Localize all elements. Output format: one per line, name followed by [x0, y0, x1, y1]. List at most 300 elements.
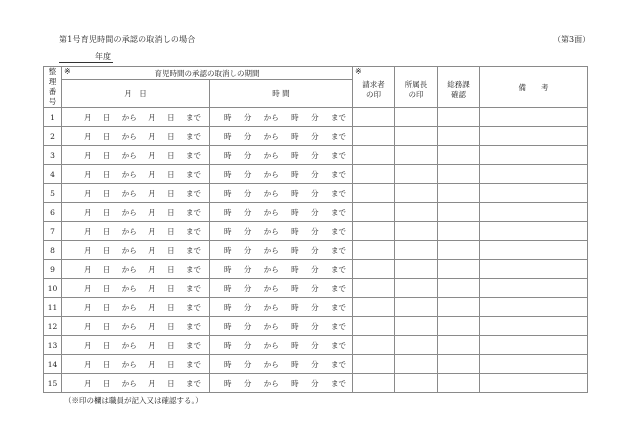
- manager-seal-cell[interactable]: [395, 279, 438, 298]
- time-unit-label: まで: [330, 283, 346, 293]
- date-unit-label: 日: [102, 359, 111, 369]
- date-unit-label: から: [121, 302, 137, 312]
- date-unit-label: から: [121, 245, 137, 255]
- time-unit-label: 分: [243, 112, 252, 122]
- header-date: [62, 80, 210, 108]
- time-unit-label: 時: [291, 321, 299, 331]
- remarks-cell[interactable]: [480, 127, 588, 146]
- date-unit-label: から: [121, 321, 137, 331]
- date-range-cell[interactable]: [62, 279, 210, 298]
- date-unit-label: 日: [167, 226, 175, 236]
- time-unit-label: から: [263, 131, 279, 141]
- time-unit-label: 分: [243, 283, 252, 293]
- time-unit-label: 時: [291, 378, 299, 388]
- remarks-cell[interactable]: [480, 317, 588, 336]
- date-unit-label: 月: [84, 264, 92, 274]
- time-unit-label: から: [263, 340, 279, 350]
- date-unit-label: 日: [102, 150, 111, 160]
- header-general-affairs: [438, 67, 480, 108]
- manager-seal-cell[interactable]: [395, 260, 438, 279]
- manager-seal-cell[interactable]: [395, 241, 438, 260]
- date-range-cell[interactable]: [62, 317, 210, 336]
- date-unit-label: 月: [84, 131, 92, 141]
- time-unit-label: 分: [243, 131, 252, 141]
- header-manager-line2: の印: [408, 90, 424, 99]
- table-row: [44, 241, 588, 260]
- time-unit-label: 時: [291, 226, 299, 236]
- time-unit-label: から: [263, 169, 279, 179]
- remarks-cell[interactable]: [480, 184, 588, 203]
- date-unit-label: 日: [167, 112, 175, 122]
- date-unit-label: 月: [148, 378, 156, 388]
- time-unit-label: 時: [224, 131, 232, 141]
- date-unit-label: 月: [84, 188, 92, 198]
- date-unit-label: から: [121, 207, 137, 217]
- remarks-cell[interactable]: [480, 260, 588, 279]
- manager-seal-cell[interactable]: [395, 108, 438, 127]
- date-unit-label: まで: [185, 283, 201, 293]
- time-unit-label: 時: [291, 150, 299, 160]
- table-row: [44, 298, 588, 317]
- date-unit-label: から: [121, 226, 137, 236]
- row-number: 9: [44, 260, 62, 279]
- date-unit-label: 日: [102, 169, 111, 179]
- time-unit-label: 時: [291, 188, 299, 198]
- time-unit-label: 時: [224, 321, 232, 331]
- date-unit-label: 月: [148, 359, 156, 369]
- date-unit-label: 月: [84, 150, 92, 160]
- time-unit-label: まで: [330, 264, 346, 274]
- date-unit-label: から: [121, 150, 137, 160]
- time-unit-label: 時: [224, 359, 232, 369]
- remarks-cell[interactable]: [480, 298, 588, 317]
- time-unit-label: 分: [243, 150, 252, 160]
- time-unit-label: 分: [243, 207, 252, 217]
- time-unit-label: 分: [311, 302, 319, 312]
- general-affairs-cell[interactable]: [438, 146, 480, 165]
- time-unit-label: 分: [243, 264, 252, 274]
- time-range-cell[interactable]: [210, 222, 353, 241]
- time-unit-label: から: [263, 150, 279, 160]
- date-unit-label: まで: [185, 188, 201, 198]
- time-unit-label: 分: [243, 321, 252, 331]
- time-unit-label: 分: [311, 131, 319, 141]
- date-unit-label: 日: [167, 340, 175, 350]
- general-affairs-cell[interactable]: [438, 279, 480, 298]
- kome-mark: ※: [64, 67, 71, 76]
- date-unit-label: まで: [185, 207, 201, 217]
- table-row: [44, 260, 588, 279]
- time-unit-label: 時: [224, 283, 232, 293]
- requester-seal-cell[interactable]: [353, 203, 395, 222]
- time-unit-label: から: [263, 378, 279, 388]
- time-unit-label: まで: [330, 131, 346, 141]
- date-unit-label: 日: [167, 359, 175, 369]
- table-row: [44, 165, 588, 184]
- date-unit-label: 日: [102, 245, 111, 255]
- general-affairs-cell[interactable]: [438, 222, 480, 241]
- time-unit-label: 時: [224, 226, 232, 236]
- requester-seal-cell[interactable]: [353, 241, 395, 260]
- general-affairs-cell[interactable]: [438, 165, 480, 184]
- time-unit-label: 時: [291, 112, 299, 122]
- requester-seal-cell[interactable]: [353, 336, 395, 355]
- date-unit-label: 日: [102, 188, 111, 198]
- date-unit-label: 月: [84, 207, 92, 217]
- table-row: [44, 279, 588, 298]
- time-unit-label: 時: [224, 112, 232, 122]
- time-range-cell[interactable]: [210, 317, 353, 336]
- date-unit-label: 月: [148, 150, 156, 160]
- general-affairs-cell[interactable]: [438, 127, 480, 146]
- date-unit-label: 日: [167, 188, 175, 198]
- row-number: 14: [44, 355, 62, 374]
- time-unit-label: 分: [311, 359, 319, 369]
- date-unit-label: 日: [102, 378, 111, 388]
- table-row: [44, 355, 588, 374]
- date-unit-label: 日: [167, 207, 175, 217]
- date-unit-label: まで: [185, 378, 201, 388]
- time-range-cell[interactable]: [210, 203, 353, 222]
- date-unit-label: 月: [84, 245, 92, 255]
- time-unit-label: から: [263, 264, 279, 274]
- general-affairs-cell[interactable]: [438, 241, 480, 260]
- time-unit-label: 時: [224, 264, 232, 274]
- manager-seal-cell[interactable]: [395, 355, 438, 374]
- date-unit-label: まで: [185, 150, 201, 160]
- date-unit-label: から: [121, 188, 137, 198]
- time-unit-label: まで: [330, 150, 346, 160]
- time-unit-label: 分: [243, 169, 252, 179]
- remarks-cell[interactable]: [480, 165, 588, 184]
- date-unit-label: から: [121, 340, 137, 350]
- time-unit-label: まで: [330, 378, 346, 388]
- date-unit-label: まで: [185, 131, 201, 141]
- time-unit-label: 時: [224, 188, 232, 198]
- time-unit-label: 時: [224, 245, 232, 255]
- date-unit-label: 月: [148, 283, 156, 293]
- time-unit-label: 時: [224, 150, 232, 160]
- date-unit-label: 月: [148, 131, 156, 141]
- time-unit-label: 分: [311, 245, 319, 255]
- header-manager-line1: 所属長: [404, 80, 428, 89]
- time-unit-label: 分: [311, 264, 319, 274]
- time-unit-label: 分: [243, 188, 252, 198]
- time-unit-label: 分: [311, 150, 319, 160]
- row-number: 8: [44, 241, 62, 260]
- date-range-cell[interactable]: [62, 203, 210, 222]
- header-requester-seal: [353, 67, 395, 108]
- remarks-cell[interactable]: [480, 146, 588, 165]
- time-range-cell[interactable]: [210, 184, 353, 203]
- date-unit-label: 月: [148, 169, 156, 179]
- time-unit-label: 時: [224, 340, 232, 350]
- date-unit-label: まで: [185, 169, 201, 179]
- time-unit-label: 時: [224, 378, 232, 388]
- table-row: [44, 127, 588, 146]
- time-unit-label: から: [263, 226, 279, 236]
- date-unit-label: 月: [84, 378, 92, 388]
- time-range-cell[interactable]: [210, 260, 353, 279]
- time-range-cell[interactable]: [210, 241, 353, 260]
- time-unit-label: まで: [330, 226, 346, 236]
- general-affairs-cell[interactable]: [438, 298, 480, 317]
- time-unit-label: 分: [311, 340, 319, 350]
- date-range-cell[interactable]: [62, 127, 210, 146]
- header-seq-no: [44, 67, 62, 108]
- header-seq-no-label: 整理番号: [48, 67, 57, 106]
- requester-seal-cell[interactable]: [353, 298, 395, 317]
- general-affairs-cell[interactable]: [438, 336, 480, 355]
- time-range-cell[interactable]: [210, 127, 353, 146]
- time-unit-label: 分: [243, 226, 252, 236]
- table-row: [44, 203, 588, 222]
- time-unit-label: 分: [311, 226, 319, 236]
- requester-seal-cell[interactable]: [353, 127, 395, 146]
- date-unit-label: まで: [185, 112, 201, 122]
- time-range-cell[interactable]: [210, 336, 353, 355]
- date-range-cell[interactable]: [62, 108, 210, 127]
- date-range-cell[interactable]: [62, 222, 210, 241]
- kome-mark-2: ※: [355, 67, 362, 76]
- requester-seal-cell[interactable]: [353, 355, 395, 374]
- time-range-cell[interactable]: [210, 374, 353, 393]
- year-field[interactable]: [59, 51, 113, 63]
- manager-seal-cell[interactable]: [395, 336, 438, 355]
- time-range-cell[interactable]: [210, 108, 353, 127]
- manager-seal-cell[interactable]: [395, 317, 438, 336]
- time-unit-label: 分: [243, 359, 252, 369]
- header-ga-line1: 総務課: [447, 80, 470, 89]
- date-range-cell[interactable]: [62, 184, 210, 203]
- time-unit-label: から: [263, 302, 279, 312]
- remarks-cell[interactable]: [480, 374, 588, 393]
- time-unit-label: から: [263, 321, 279, 331]
- time-unit-label: まで: [330, 169, 346, 179]
- time-unit-label: 分: [311, 112, 319, 122]
- date-range-cell[interactable]: [62, 298, 210, 317]
- header-requester-line1: 請求者: [362, 80, 385, 89]
- manager-seal-cell[interactable]: [395, 165, 438, 184]
- header-manager-seal: [395, 67, 438, 108]
- general-affairs-cell[interactable]: [438, 260, 480, 279]
- remarks-cell[interactable]: [480, 279, 588, 298]
- general-affairs-cell[interactable]: [438, 108, 480, 127]
- time-unit-label: まで: [330, 245, 346, 255]
- date-unit-label: 月: [148, 302, 156, 312]
- date-range-cell[interactable]: [62, 355, 210, 374]
- date-unit-label: 日: [102, 321, 111, 331]
- time-unit-label: 分: [311, 188, 319, 198]
- time-unit-label: 時: [291, 359, 299, 369]
- requester-seal-cell[interactable]: [353, 222, 395, 241]
- table-row: [44, 108, 588, 127]
- date-unit-label: 月: [148, 245, 156, 255]
- time-unit-label: から: [263, 283, 279, 293]
- row-number: 12: [44, 317, 62, 336]
- date-unit-label: 月: [148, 188, 156, 198]
- row-number: 1: [44, 108, 62, 127]
- date-range-cell[interactable]: [62, 241, 210, 260]
- remarks-cell[interactable]: [480, 203, 588, 222]
- time-range-cell[interactable]: [210, 298, 353, 317]
- date-unit-label: から: [121, 131, 137, 141]
- manager-seal-cell[interactable]: [395, 374, 438, 393]
- requester-seal-cell[interactable]: [353, 374, 395, 393]
- date-unit-label: 日: [102, 340, 111, 350]
- footnote: （※印の欄は職員が記入又は確認する。）: [64, 396, 203, 405]
- time-unit-label: まで: [330, 112, 346, 122]
- header-requester-line2: の印: [366, 90, 381, 99]
- time-unit-label: 時: [224, 207, 232, 217]
- row-number: 13: [44, 336, 62, 355]
- remarks-cell[interactable]: [480, 108, 588, 127]
- date-unit-label: 月: [84, 340, 92, 350]
- date-unit-label: まで: [185, 245, 201, 255]
- general-affairs-cell[interactable]: [438, 317, 480, 336]
- manager-seal-cell[interactable]: [395, 222, 438, 241]
- remarks-cell[interactable]: [480, 355, 588, 374]
- time-unit-label: 時: [291, 131, 299, 141]
- date-unit-label: 日: [102, 226, 111, 236]
- time-unit-label: 分: [311, 321, 319, 331]
- table-row: [44, 336, 588, 355]
- general-affairs-cell[interactable]: [438, 374, 480, 393]
- date-unit-label: 月: [148, 207, 156, 217]
- date-unit-label: 月: [84, 359, 92, 369]
- table-row: [44, 222, 588, 241]
- date-unit-label: 月: [84, 169, 92, 179]
- date-range-cell[interactable]: [62, 146, 210, 165]
- manager-seal-cell[interactable]: [395, 146, 438, 165]
- table-row: [44, 184, 588, 203]
- header-remarks-label: 備 考: [518, 82, 549, 92]
- header-period-group: [62, 67, 353, 80]
- time-unit-label: 時: [291, 340, 299, 350]
- date-unit-label: から: [121, 283, 137, 293]
- time-unit-label: まで: [330, 340, 346, 350]
- time-unit-label: から: [263, 207, 279, 217]
- date-unit-label: 日: [167, 302, 175, 312]
- date-unit-label: 日: [167, 378, 175, 388]
- manager-seal-cell[interactable]: [395, 127, 438, 146]
- date-range-cell[interactable]: [62, 260, 210, 279]
- date-range-cell[interactable]: [62, 374, 210, 393]
- time-unit-label: から: [263, 188, 279, 198]
- year-label: 年度: [95, 52, 111, 61]
- manager-seal-cell[interactable]: [395, 298, 438, 317]
- time-unit-label: まで: [330, 359, 346, 369]
- time-unit-label: から: [263, 245, 279, 255]
- time-unit-label: まで: [330, 302, 346, 312]
- general-affairs-cell[interactable]: [438, 203, 480, 222]
- remarks-cell[interactable]: [480, 222, 588, 241]
- time-range-cell[interactable]: [210, 146, 353, 165]
- row-number: 10: [44, 279, 62, 298]
- row-number: 11: [44, 298, 62, 317]
- general-affairs-cell[interactable]: [438, 355, 480, 374]
- date-unit-label: から: [121, 169, 137, 179]
- time-unit-label: 分: [243, 302, 252, 312]
- time-range-cell[interactable]: [210, 355, 353, 374]
- manager-seal-cell[interactable]: [395, 203, 438, 222]
- remarks-cell[interactable]: [480, 336, 588, 355]
- date-unit-label: 月: [84, 321, 92, 331]
- date-range-cell[interactable]: [62, 336, 210, 355]
- remarks-cell[interactable]: [480, 241, 588, 260]
- requester-seal-cell[interactable]: [353, 317, 395, 336]
- requester-seal-cell[interactable]: [353, 108, 395, 127]
- date-unit-label: から: [121, 378, 137, 388]
- general-affairs-cell[interactable]: [438, 184, 480, 203]
- row-number: 3: [44, 146, 62, 165]
- time-range-cell[interactable]: [210, 279, 353, 298]
- time-unit-label: 分: [311, 378, 319, 388]
- time-unit-label: 時: [291, 264, 299, 274]
- time-unit-label: から: [263, 359, 279, 369]
- time-unit-label: まで: [330, 321, 346, 331]
- date-unit-label: 月: [148, 264, 156, 274]
- time-range-cell[interactable]: [210, 165, 353, 184]
- table-row: [44, 317, 588, 336]
- date-unit-label: 月: [84, 283, 92, 293]
- date-unit-label: 月: [148, 321, 156, 331]
- cancellation-table: [43, 66, 588, 393]
- time-unit-label: 時: [224, 302, 232, 312]
- manager-seal-cell[interactable]: [395, 184, 438, 203]
- page-label: （第3面）: [553, 35, 591, 44]
- date-unit-label: まで: [185, 340, 201, 350]
- time-unit-label: 時: [291, 207, 299, 217]
- header-ga-line2: 確認: [451, 90, 466, 99]
- date-unit-label: 日: [102, 112, 111, 122]
- form-title: 第1号育児時間の承認の取消しの場合: [59, 35, 196, 44]
- header-time: [210, 80, 353, 108]
- date-range-cell[interactable]: [62, 165, 210, 184]
- requester-seal-cell[interactable]: [353, 184, 395, 203]
- date-unit-label: まで: [185, 321, 201, 331]
- header-period-label: 育児時間の承認の取消しの期間: [154, 68, 260, 78]
- requester-seal-cell[interactable]: [353, 165, 395, 184]
- row-number: 15: [44, 374, 62, 393]
- table-row: [44, 374, 588, 393]
- date-unit-label: 月: [84, 302, 92, 312]
- date-unit-label: から: [121, 359, 137, 369]
- time-unit-label: 分: [243, 245, 252, 255]
- requester-seal-cell[interactable]: [353, 146, 395, 165]
- date-unit-label: から: [121, 112, 137, 122]
- date-unit-label: から: [121, 264, 137, 274]
- requester-seal-cell[interactable]: [353, 279, 395, 298]
- date-unit-label: 日: [102, 131, 111, 141]
- time-unit-label: 分: [243, 340, 252, 350]
- time-unit-label: まで: [330, 207, 346, 217]
- requester-seal-cell[interactable]: [353, 260, 395, 279]
- date-unit-label: 日: [102, 283, 111, 293]
- date-unit-label: 日: [167, 264, 175, 274]
- header-date-label: 月 日: [124, 89, 147, 99]
- date-unit-label: 日: [167, 169, 175, 179]
- date-unit-label: まで: [185, 226, 201, 236]
- row-number: 2: [44, 127, 62, 146]
- date-unit-label: 日: [167, 283, 175, 293]
- time-unit-label: 分: [311, 207, 319, 217]
- date-unit-label: 日: [167, 245, 175, 255]
- date-unit-label: 日: [102, 264, 111, 274]
- header-remarks: [480, 67, 588, 108]
- table-row: [44, 146, 588, 165]
- time-unit-label: 分: [243, 378, 252, 388]
